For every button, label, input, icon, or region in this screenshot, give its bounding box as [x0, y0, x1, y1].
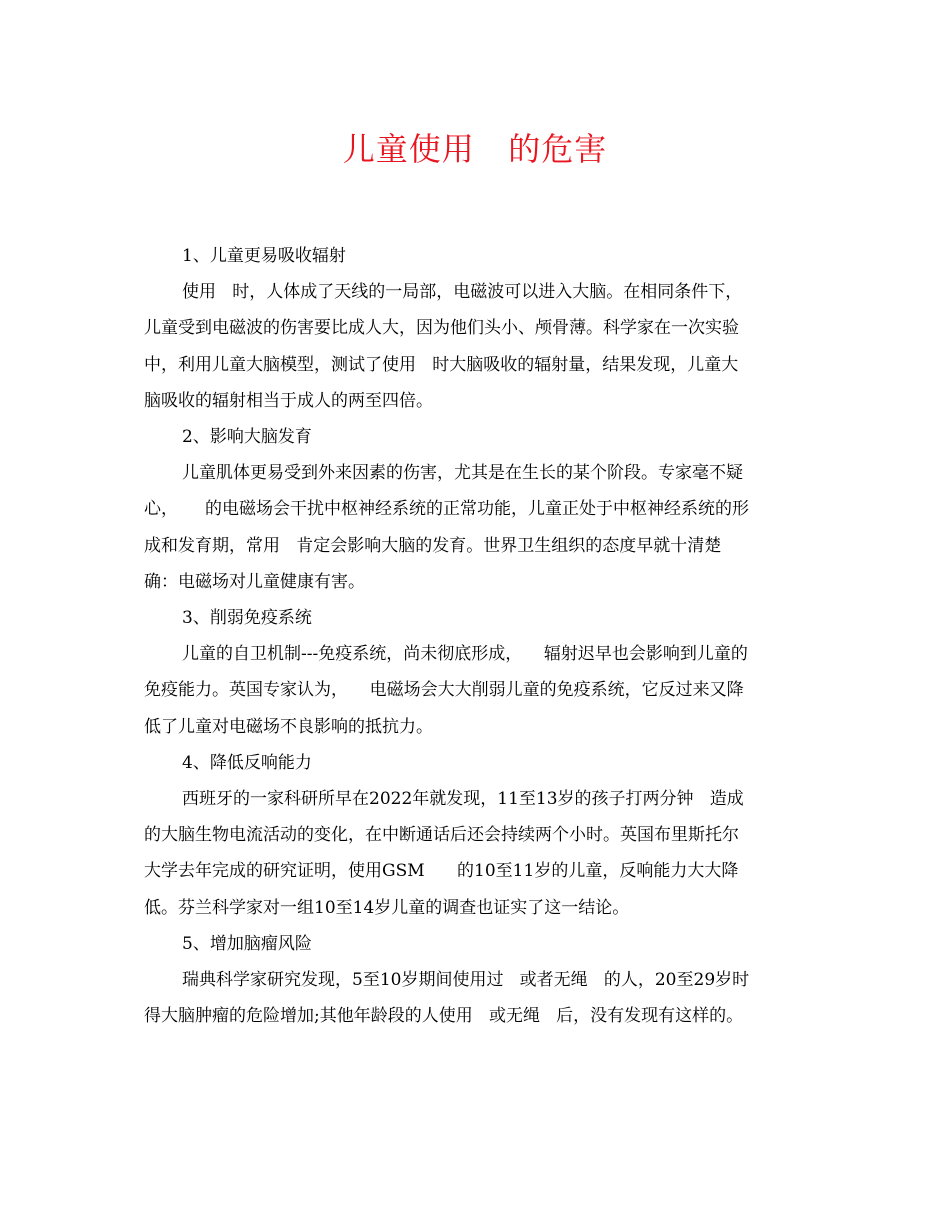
section-heading-text: 2、影响大脑发育 — [182, 427, 312, 448]
paragraph-line: 低。芬兰科学家对一组10至14岁儿童的调查也证实了这一结论。 — [144, 897, 630, 918]
paragraph-line: 免疫能力。英国专家认为， 电磁场会大大削弱儿童的免疫系统，它反过来又降 — [144, 680, 744, 701]
paragraph-line — [144, 455, 806, 491]
section-heading — [144, 419, 806, 455]
section-heading — [144, 926, 806, 962]
paragraph-line: 大学去年完成的研究证明，使用GSM 的10至11岁的儿童，反响能力大大降 — [144, 861, 739, 882]
document-body — [144, 238, 806, 1034]
paragraph-line: 成和发育期，常用 肯定会影响大脑的发育。世界卫生组织的态度早就十清楚 — [144, 535, 722, 556]
section-heading-text: 1、儿童更易吸收辐射 — [182, 246, 346, 266]
paragraph-line: 的大脑生物电流活动的变化，在中断通话后还会持续两个小时。英国布里斯托尔 — [144, 825, 739, 846]
section-heading-text: 5、增加脑瘤风险 — [182, 933, 312, 954]
paragraph-line: 确：电磁场对儿童健康有害。 — [144, 571, 365, 592]
paragraph-line: 脑吸收的辐射相当于成人的两至四倍。 — [144, 390, 433, 411]
paragraph-text: 西班牙的一家科研所早在2022年就发现，11至13岁的孩子打两分钟 造成 — [182, 789, 744, 810]
section-heading — [144, 238, 806, 274]
paragraph-line — [144, 781, 806, 817]
section-heading — [144, 600, 806, 636]
paragraph-line — [144, 962, 806, 998]
paragraph-line: 心， 的电磁场会干扰中枢神经系统的正常功能，儿童正处于中枢神经系统的形 — [144, 499, 750, 520]
section-heading — [144, 745, 806, 781]
paragraph-text: 儿童肌体更易受到外来因素的伤害，尤其是在生长的某个阶段。专家毫不疑 — [182, 463, 743, 484]
paragraph-text: 使用 时，人体成了天线的一局部，电磁波可以进入大脑。在相同条件下， — [182, 282, 743, 303]
page-title: 儿童使用 的危害 — [342, 130, 608, 168]
paragraph-line: 低了儿童对电磁场不良影响的抵抗力。 — [144, 716, 433, 737]
paragraph-text: 瑞典科学家研究发现，5至10岁期间使用过 或者无绳 的人，20至29岁时 — [182, 970, 750, 991]
paragraph-line — [144, 274, 806, 310]
paragraph-line: 中，利用儿童大脑模型，测试了使用 时大脑吸收的辐射量，结果发现，儿童大 — [144, 354, 739, 375]
paragraph-line: 儿童受到电磁波的伤害要比成人大，因为他们头小、颅骨薄。科学家在一次实验 — [144, 318, 739, 339]
paragraph-text: 儿童的自卫机制---免疫系统，尚未彻底形成， 辐射迟早也会影响到儿童的 — [182, 644, 748, 665]
paragraph-line: 得大脑肿瘤的危险增加;其他年龄段的人使用 或无绳 后，没有发现有这样的。 — [144, 1006, 744, 1027]
paragraph-line — [144, 636, 806, 672]
section-heading-text: 3、削弱免疫系统 — [182, 608, 312, 629]
section-heading-text: 4、降低反响能力 — [182, 752, 312, 773]
